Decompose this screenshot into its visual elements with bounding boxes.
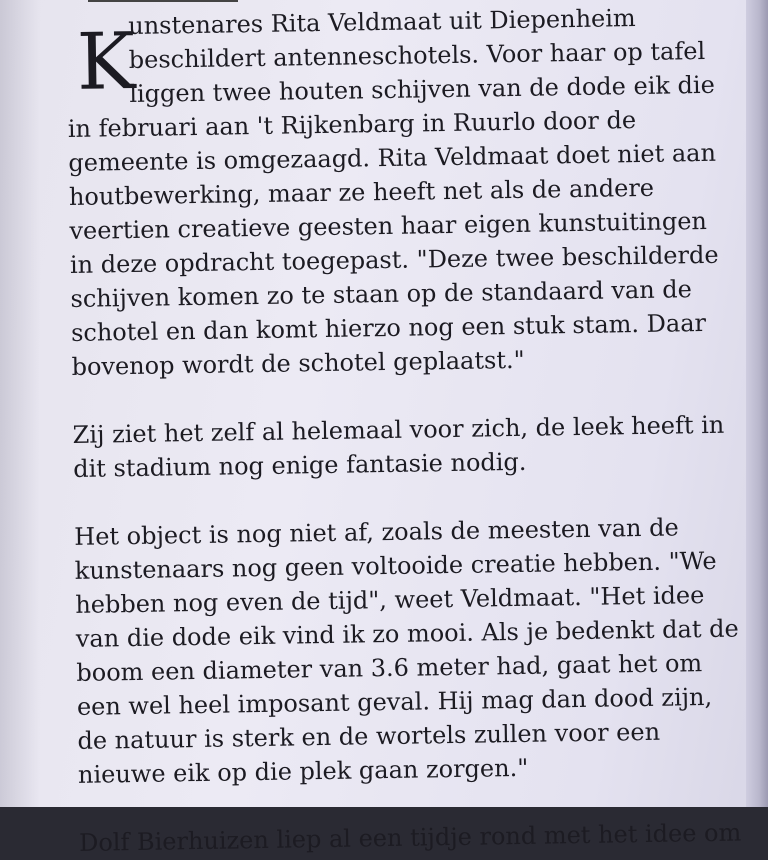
- line-text: unstenares Rita Veldmaat uit Diepenheim: [128, 4, 636, 41]
- text-line: Het object is nog niet af, zoals de meesten van de: [74, 513, 679, 551]
- text-line: boom een diameter van 3.6 meter had, gaat het om: [76, 649, 703, 687]
- text-line: Dolf Bierhuizen liep al een tijdje rond met het idee om: [78, 818, 742, 857]
- text-line: schotel en dan komt hierzo nog een stuk stam. Daar: [70, 308, 707, 347]
- text-line: Zij ziet het zelf al helemaal voor zich, de leek heeft in: [72, 410, 725, 449]
- text-line: gemeente is omgezaagd. Rita Veldmaat doet niet aan: [68, 138, 717, 177]
- paragraph-1: [66, 0, 722, 384]
- text-line: liggen twee houten schijven van de dode eik die: [129, 70, 715, 109]
- text-line: kunstenaars nog geen voltooide creatie hebben. "We: [74, 546, 717, 585]
- paragraph-2: [72, 408, 723, 486]
- screen-bezel: [746, 0, 768, 807]
- text-line: nieuwe eik op die plek gaan zorgen.": [77, 753, 529, 789]
- text-line: bovenop wordt de schotel geplaatst.": [71, 345, 525, 381]
- text-line: beschildert antenneschotels. Voor haar op tafel: [128, 36, 706, 75]
- screen-edge-shade: [0, 0, 40, 807]
- text-line: in deze opdracht toegepast. "Deze twee beschilderde: [69, 240, 719, 279]
- text-line: de natuur is sterk en de wortels zullen voor een: [77, 717, 661, 755]
- paragraph-3: [74, 510, 739, 792]
- text-line: in februari aan 't Rijkenbarg in Ruurlo door de: [67, 106, 637, 143]
- text-line: hebben nog even de tijd", weet Veldmaat. "Het idee: [75, 581, 705, 619]
- drop-cap: K: [76, 16, 136, 108]
- text-line: van die dode eik vind ik zo mooi. Als je bedenkt dat de: [75, 614, 739, 653]
- text-line: veertien creatieve geesten haar eigen kunstuitingen: [69, 206, 708, 245]
- text-line: dit stadium nog enige fantasie nodig.: [72, 447, 527, 483]
- article-body: [66, 0, 742, 860]
- text-line: schijven komen zo te staan op de standaard van de: [70, 275, 693, 313]
- top-divider: [88, 0, 238, 2]
- text-line: een wel heel imposant geval. Hij mag dan dood zijn,: [76, 682, 713, 721]
- text-line: houtbewerking, maar ze heeft net als de andere: [68, 173, 655, 211]
